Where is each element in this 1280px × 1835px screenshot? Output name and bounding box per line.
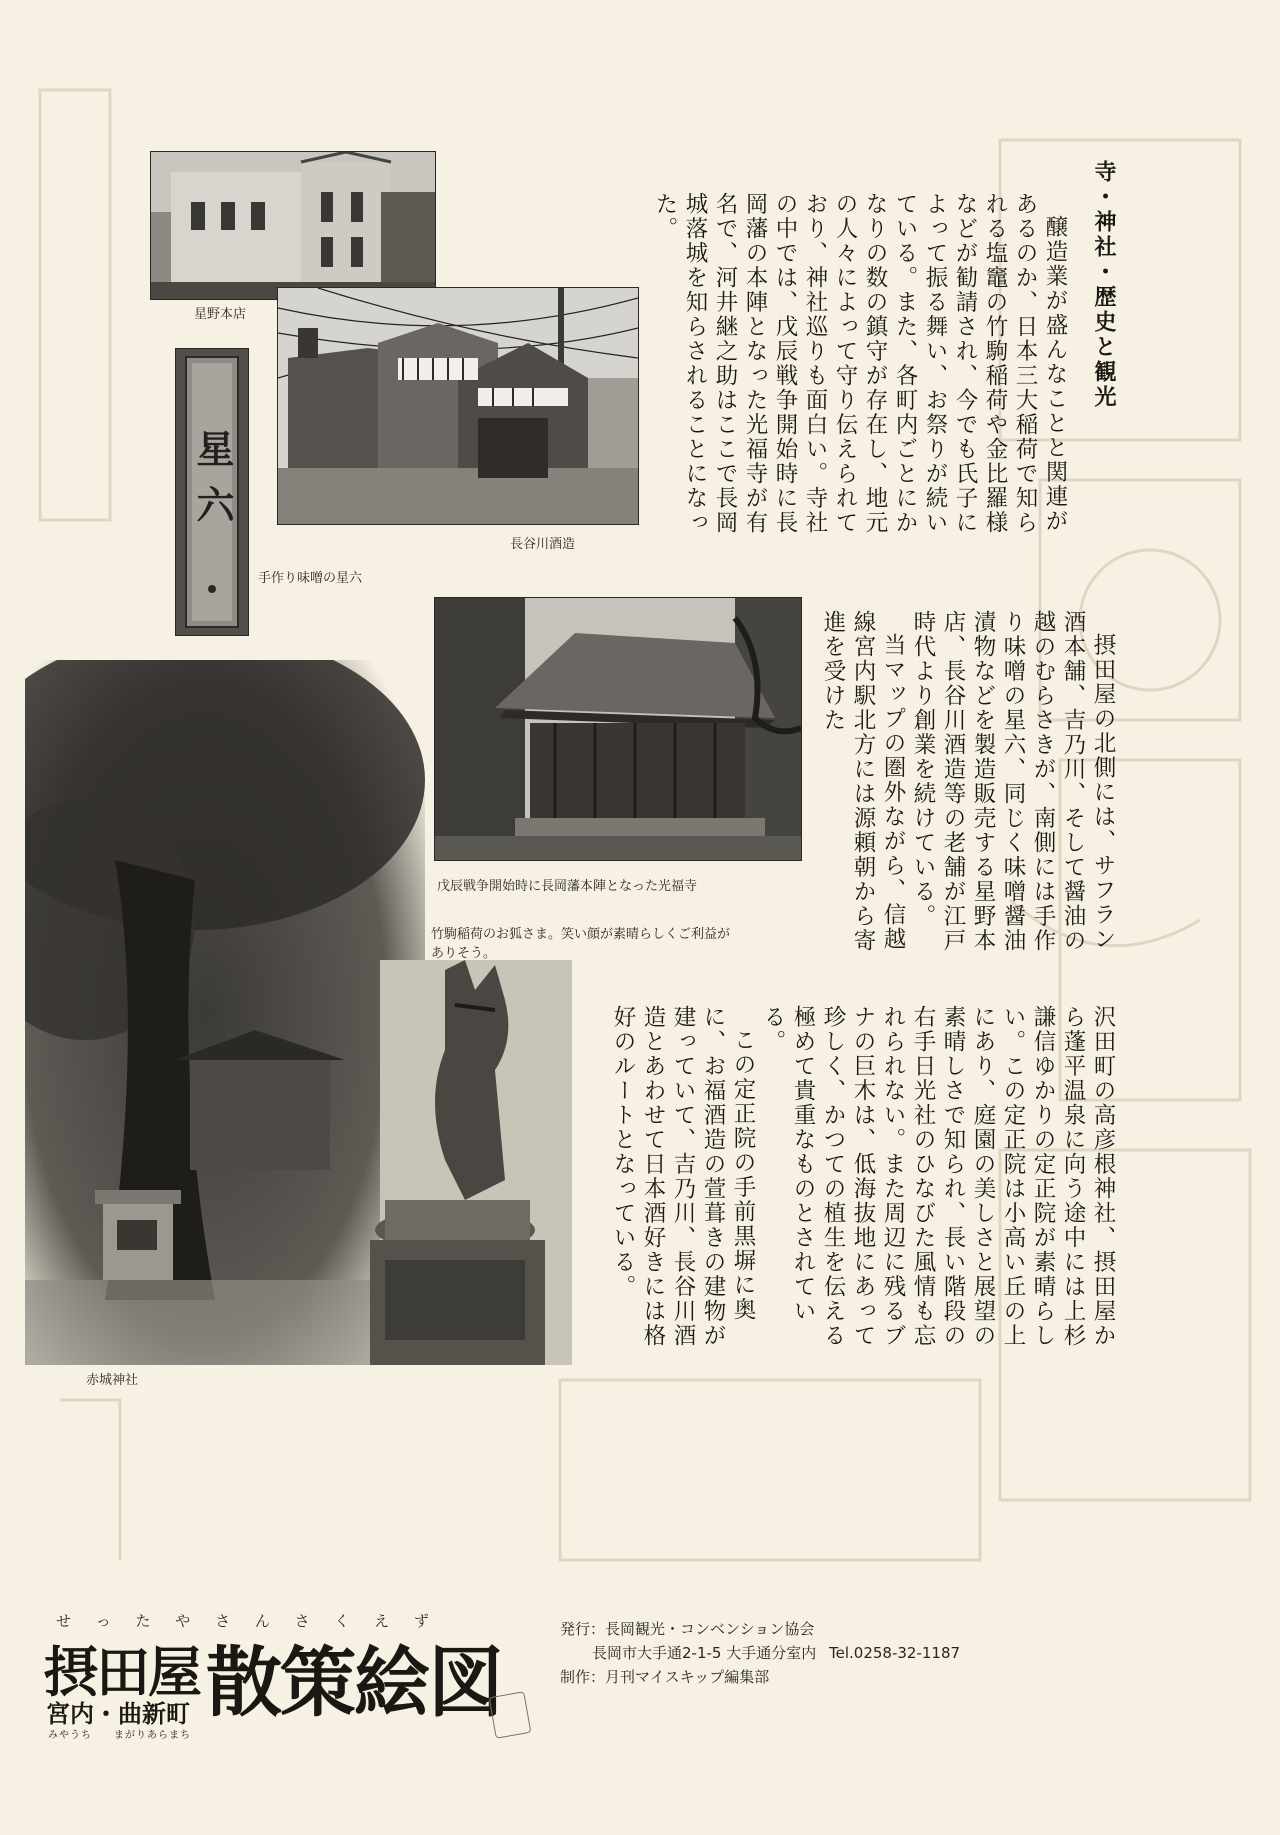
text-block-bottom [582, 1005, 1118, 1365]
sign-text: 星六 [190, 429, 235, 541]
caption-hoshino-honten: 星野本店 [194, 307, 247, 322]
caption-hasegawa-shuzo: 長谷川酒造 [510, 537, 576, 552]
paragraph-breweries: 摂田屋の北側には、サフラン酒本舗、吉乃川、そして醤油の越のむらさきが、南側には手作り味噌の星六、同じく味噌醤油漬物などを製造販売する星野本店、長谷川酒造等の老舗が江戸時代より創業を続けている。 [910, 610, 1116, 953]
editor-line [560, 1665, 960, 1689]
paragraph-ofuku: この定正院の手前黒塀に奥に、お福酒造の萱葺きの建物が建っていて、吉乃川、長谷川酒造とあわせて日本酒好きには格好のルートとなっている。 [610, 1005, 756, 1348]
text-block-middle [820, 610, 1118, 970]
publisher-info [560, 1617, 960, 1689]
caption-hoshiroku: 手作り味噌の星六 [258, 571, 363, 586]
publisher-tel: Tel.0258-32-1187 [829, 1644, 961, 1662]
publisher-name: 長岡観光・コンベンション協会 [605, 1620, 815, 1638]
publisher-address: 長岡市大手通2-1-5 大手通分室内 [592, 1644, 817, 1662]
address-line [560, 1641, 960, 1665]
paragraph-yoritomo: 当マップの圏外ながら、信越線宮内駅北方には源頼朝から寄進を受けた [820, 610, 906, 953]
seal-stamp [489, 1691, 532, 1739]
caption-fox: 竹駒稲荷のお狐さま。笑い顔が素晴らしくご利益がありそう。 [431, 927, 731, 961]
publisher-label: 発行： [560, 1620, 606, 1638]
paragraph-shrines: 醸造業が盛んなことと関連があるのか、日本三大稲荷で知られる塩竈の竹駒稲荷や金比羅様などが勧請され、今でも氏子によって振る舞い、お祭りが続いている。また、各町内ごとにかなりの数の鎮守が存在し、地元の人々によって守り伝えられており、神社巡りも面白い。寺社の中では、戊辰戦争開始時に長岡藩の本陣となった光福寺が有名で、河井継之助はここで長岡城落城を知らされることになった。 [652, 192, 1068, 535]
title-ruby: せ っ た や さ ん さ く え ず [56, 1612, 439, 1630]
paragraph-joshoin: 沢田町の高彦根神社、摂田屋から蓬平温泉に向う途中には上杉謙信ゆかりの定正院が素晴らしい。この定正院は小高い丘の上にあり、庭園の美しさと展望の素晴しさで知られ、長い階段の右手日光社のひなびた風情も忘れられない。また周辺に残るブナの巨木は、低海抜地にあって珍しく、かつての植生を伝える極めて貴重なものとされている。 [760, 1005, 1116, 1348]
title-setaya: 摂田屋 [44, 1641, 200, 1704]
title-sansaku-ezu: 散策絵図 [206, 1638, 502, 1727]
title-subtitle: 宮内・曲新町 [46, 1700, 190, 1728]
photo-hasegawa-shuzo [277, 287, 639, 525]
caption-akagi-shrine: 赤城神社 [86, 1373, 139, 1388]
text-block-top [652, 192, 1070, 552]
editor-label: 制作： [560, 1668, 606, 1686]
section-title: 寺・神社・歴史と観光 [1091, 160, 1116, 410]
photo-hoshiroku-sign [175, 348, 249, 636]
subtitle-ruby: みやうち まがりあらまち [48, 1730, 191, 1741]
publisher-line [560, 1617, 960, 1641]
photo-hoshino-honten [150, 151, 436, 300]
caption-kofukuji: 戊辰戦争開始時に長岡藩本陣となった光福寺 [437, 879, 698, 894]
editor-name: 月刊マイスキップ編集部 [605, 1668, 770, 1686]
photo-akagi-shrine-fox [25, 660, 572, 1365]
map-title-block [44, 1608, 524, 1758]
